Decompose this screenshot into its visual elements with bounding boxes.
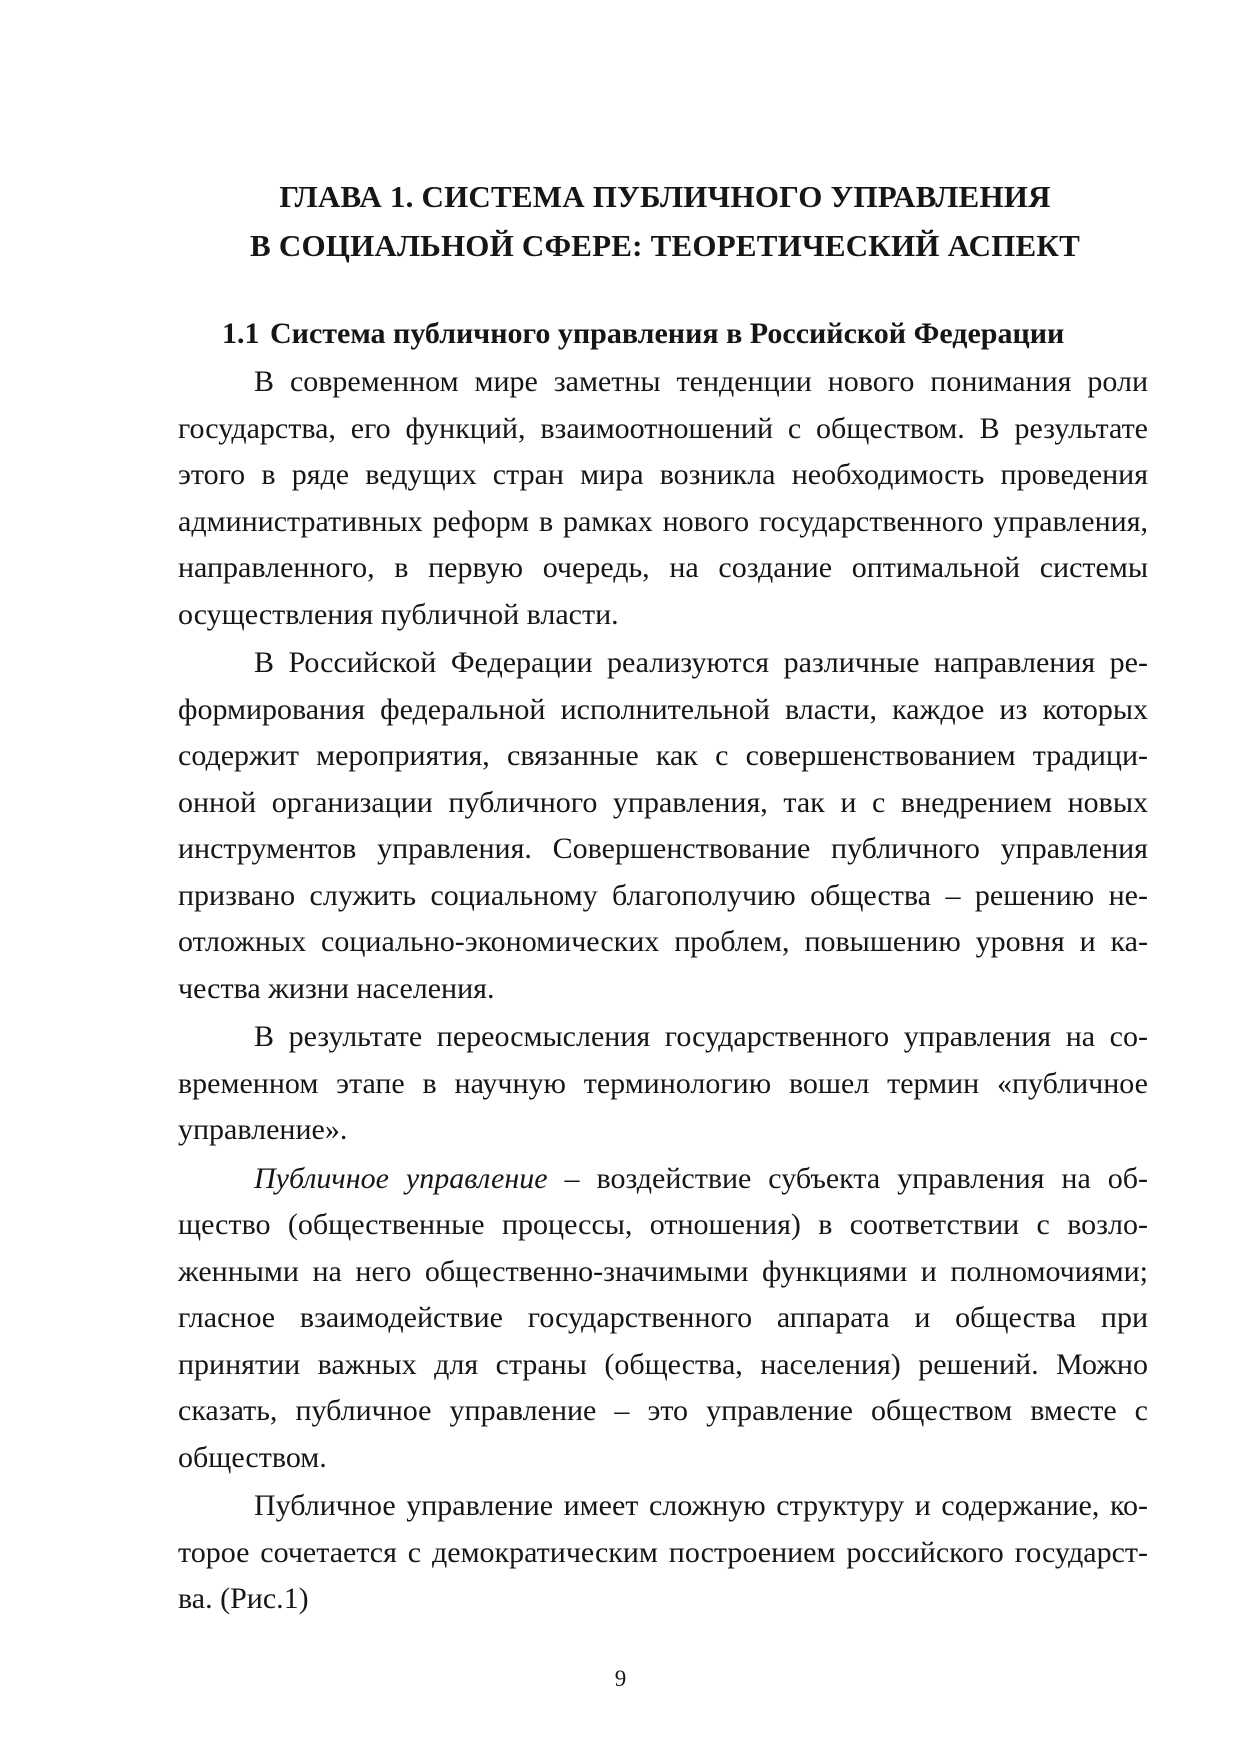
term-public-administration: Публичное управление — [254, 1161, 548, 1195]
paragraph-2: В Российской Федерации реализуются различные направления реформирования федеральной исполнительной власти, каждое из которых содержит мероприятия, связанные как с совершенствованием традиционной организации публичного управления, так и с внедрением новых инструментов управления. Совершенствование публичного управления призвано служить социальному благополучию общества – решению неотложных социально-экономических проблем, повышению уровня и качества жизни населения. — [178, 646, 1148, 1005]
section-heading — [222, 314, 1152, 354]
body-text — [178, 359, 1148, 1625]
page-number: 9 — [614, 1666, 627, 1691]
chapter-title-line-1: ГЛАВА 1. СИСТЕМА ПУБЛИЧНОГО УПРАВЛЕНИЯ — [279, 179, 1051, 214]
section-title: Система публичного управления в Российской Федерации — [270, 317, 1065, 350]
paragraph-1: В современном мире заметны тенденции нового понимания роли государства, его функций, взаимоотношений с обществом. В результате этого в ряде ведущих стран мира возникла необходимость проведения административных реформ в рамках нового государственного управления, направленного, в первую очередь, на создание оптимальной системы осуществления публичной власти. — [178, 365, 1148, 631]
chapter-title — [180, 172, 1150, 270]
chapter-title-line-2: В СОЦИАЛЬНОЙ СФЕРЕ: ТЕОРЕТИЧЕСКИЙ АСПЕКТ — [250, 228, 1080, 263]
paragraph-4-definition: – воздействие субъекта управления на общество (общественные процессы, отношения) в соответствии с возложенными на него общественно-значимыми функциями и полномочиями; гласное взаимодействие государственного аппарата и общества при принятии важных для страны (общества, населения) решений. Можно сказать, публичное управление – это управление обществом вместе с обществом. — [178, 1161, 1149, 1474]
paragraph-5: Публичное управление имеет сложную структуру и содержание, которое сочетается с демократическим построением российского государства. (Рис.1) — [178, 1489, 1148, 1615]
section-number: 1.1 — [222, 317, 260, 350]
paragraph-4 — [178, 1156, 1148, 1482]
paragraph-3: В результате переосмысления государственного управления на современном этапе в научную терминологию вошел термин «публичное управление». — [178, 1020, 1148, 1146]
